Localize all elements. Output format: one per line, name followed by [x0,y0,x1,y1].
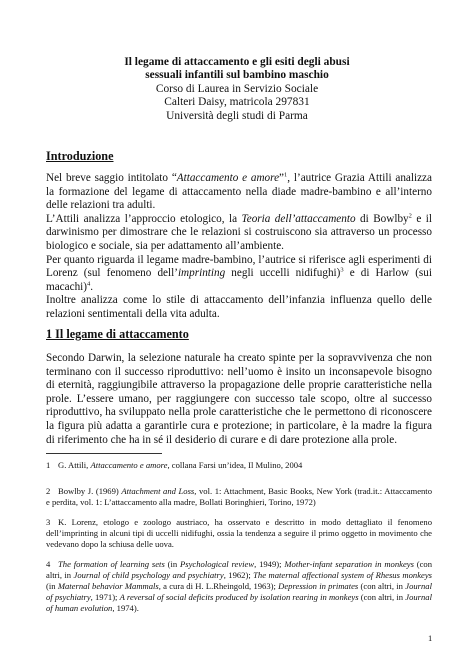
footnote-3: 3 K. Lorenz, etologo e zoologo austriaco, ha osservato e descritto in modo dettagliato il fenomeno dell’imprinting in alcuni tipi di uccelli nidifughi, ossia la tendenza a seguire il primo oggetto in movimento che vedevano dopo la schiusa delle uova. [46,517,432,549]
footnote-2: 2 Bowlby J. (1969) Attachment and Loss, vol. 1: Attachment, Basic Books, New York (trad.it.: Attaccamento e perdita, vol. 1: L’attaccamento alla madre, Bollati Boringhieri, Torino, 1972) [46,486,432,507]
footnote-4: 4 The formation of learning sets (in Psychological review, 1949); Mother-infant separation in monkeys (con altri, in Journal of child psychology and psychiatry, 1962); The maternal affectional system of Rhesus monkeys (in Maternal behavior Mammals, a cura di H. L.Rheingold, 1963); Depression in primates (con altri, in Journal of psychiatry, 1971); A reversal of social deficits produced by isolation rearing in monkeys (con altri, in Journal of human evolution, 1974). [46,559,433,613]
intro-paragraph-3: Per quanto riguarda il legame madre-bambino, l’autrice si riferisce agli esperimenti di Lorenz (sul fenomeno dell’imprinting negli uccelli nidifughi)$^3$ e di Harlow (sui macachi)$^4$. [46,253,432,293]
intro-paragraph-4: Inoltre analizza come lo stile di attaccamento dell’infanzia influenza quello delle relazioni sentimentali della vita adulta. [46,294,432,320]
footnote-1: 1 G. Attili, Attaccamento e amore, collana Farsi un’idea, Il Mulino, 2004 [46,460,303,470]
intro-paragraph-1: Nel breve saggio intitolato “Attaccamento e amore”$^1$, l’autrice Grazia Attili analizza la formazione del legame di attaccamento nella diade madre-bambino e all’interno delle relazioni tra adulti. [46,171,432,212]
section-1-heading: 1 Il legame di attaccamento [46,327,189,341]
title-line-1: Il legame di attaccamento e gli esiti degli abusi [124,56,350,68]
title-line-2: sessuali infantili sul bambino maschio [145,69,329,82]
section-1-paragraph-1: Secondo Darwin, la selezione naturale ha creato spinte per la sopravvivenza che non terminano con il successo riproduttivo: nell’uomo è insito un inconsapevole bisogno di eternità, raggiungibile attraverso la propagazione delle proprie caratteristiche nella prole. L’essere umano, per raggiungere con successo tale scopo, oltre al successo riproduttivo, ha sviluppato nella prole caratteristiche che le permettono di riconoscere la figura più adatta a garantirle cura e protezione; in particolare, è la madre la figura di riferimento che ha in sé il desiderio di curare e di dare protezione alla prole. [46,352,432,446]
author-name: Calteri Daisy, matricola 297831 [164,96,310,109]
intro-body [46,172,432,322]
university-name: Università degli studi di Parma [166,109,308,122]
section-1-body [46,352,432,447]
course-name: Corso di Laurea in Servizio Sociale [155,82,319,95]
page-number: 1 [428,633,433,643]
intro-paragraph-2: L’Attili analizza l’approccio etologico, la Teoria dell’attaccamento di Bowlby$^2$ e il darwinismo per dimostrare che le relazioni si costruiscono sia attraverso un processo biologico e sociale, sia per adattamento all’ambiente. [46,212,432,252]
intro-heading: Introduzione [46,149,114,163]
footnote-divider [46,453,162,454]
document-header [0,56,474,123]
